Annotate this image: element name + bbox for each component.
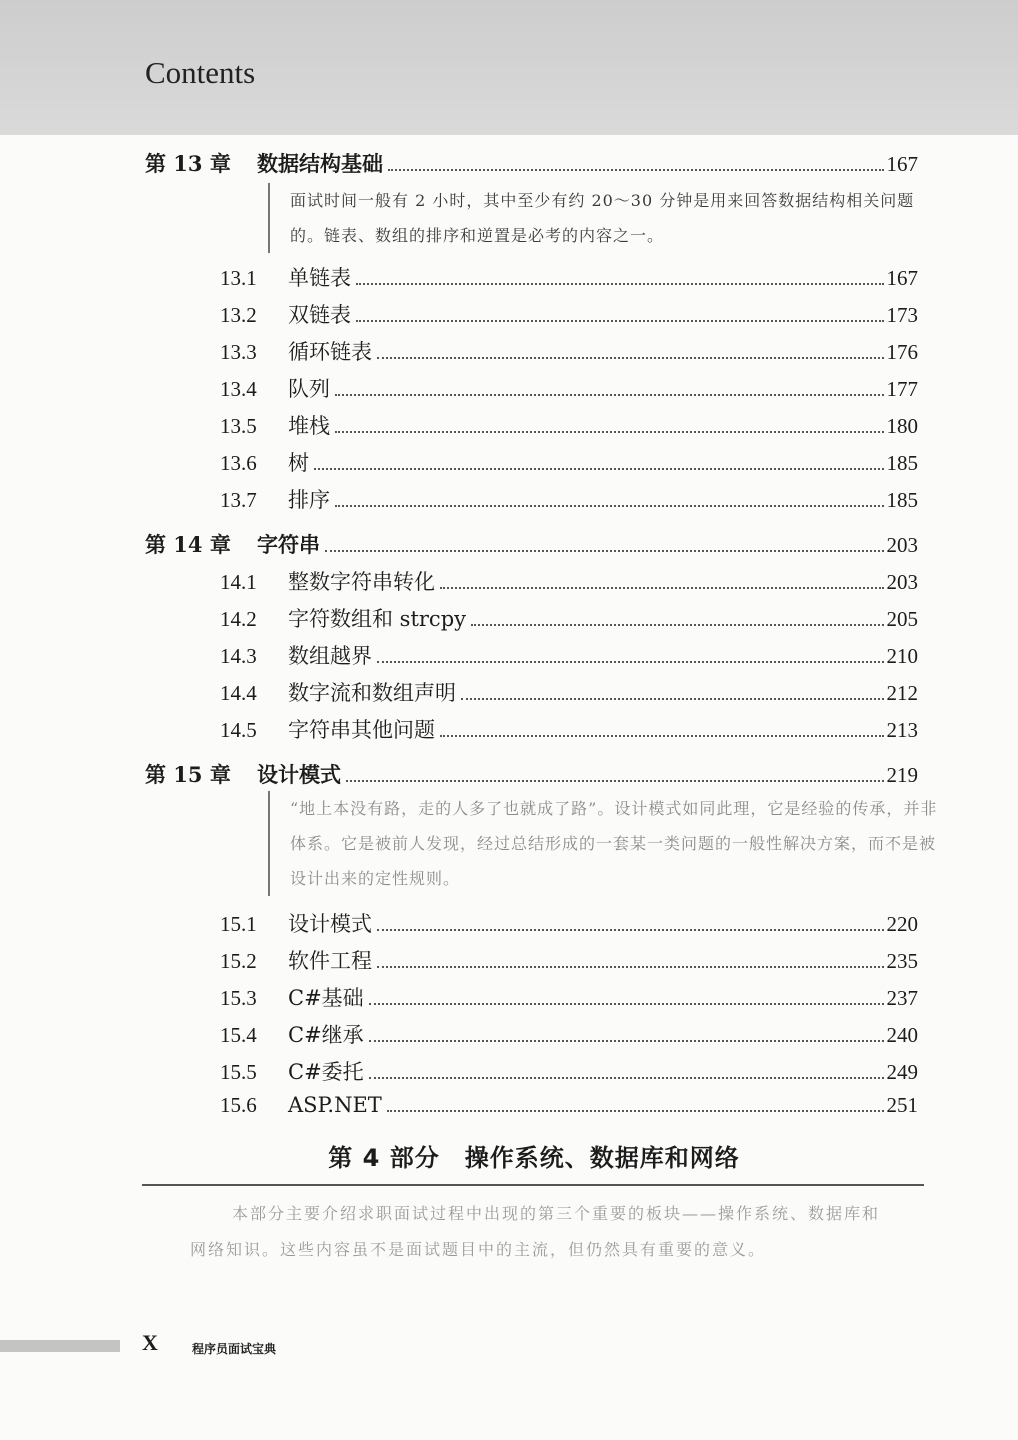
toc-chapter-15[interactable] — [145, 759, 918, 789]
chapter-number: 第 14 章 — [145, 532, 231, 557]
leader-dots — [325, 549, 884, 552]
footer-book-title: 程序员面试宝典 — [192, 1342, 277, 1356]
chapter-13-description: 面试时间一般有 2 小时，其中至少有约 20～30 分钟是用来回答数据结构相关问题的。链表、数组的排序和逆置是必考的内容之一。 — [268, 183, 946, 253]
section-number: 15.3 — [220, 986, 257, 1010]
chapter-title: 数据结构基础 — [257, 151, 383, 176]
toc-section[interactable] — [220, 945, 918, 975]
section-title: 队列 — [288, 377, 330, 401]
page-number: 237 — [886, 986, 918, 1010]
toc-section[interactable] — [220, 410, 918, 440]
chapter-15-description: “地上本没有路，走的人多了也就成了路”。设计模式如同此理，它是经验的传承，并非体系。它是被前人发现，经过总结形成的一套某一类问题的一般性解决方案，而不是被设计出来的定性规则。 — [268, 791, 946, 896]
leader-dots — [356, 282, 884, 285]
chapter-number: 第 13 章 — [145, 151, 231, 176]
toc-section[interactable] — [220, 1056, 918, 1086]
section-title: 设计模式 — [288, 912, 372, 936]
section-title: C#委托 — [288, 1060, 364, 1084]
page-number: 185 — [886, 451, 918, 475]
section-title: 堆栈 — [288, 414, 330, 438]
chapter-title: 设计模式 — [257, 762, 341, 787]
section-number: 15.4 — [220, 1023, 257, 1047]
page-number: 180 — [886, 414, 918, 438]
part-4-intro: 本部分主要介绍求职面试过程中出现的第三个重要的板块——操作系统、数据库和网络知识。这些内容虽不是面试题目中的主流，但仍然具有重要的意义。 — [190, 1204, 881, 1259]
section-number: 13.2 — [220, 303, 257, 327]
section-number: 14.4 — [220, 681, 257, 705]
section-number: 13.1 — [220, 266, 257, 290]
leader-dots — [356, 319, 884, 322]
toc-section[interactable] — [220, 908, 918, 938]
footer-page-number: X — [142, 1330, 158, 1355]
section-number: 13.7 — [220, 488, 257, 512]
chapter-number: 第 15 章 — [145, 762, 231, 787]
page-number: 235 — [886, 949, 918, 973]
page-number: 203 — [886, 533, 918, 557]
section-number: 13.5 — [220, 414, 257, 438]
toc-section[interactable] — [220, 262, 918, 292]
toc-chapter-13[interactable] — [145, 148, 918, 178]
leader-dots — [377, 356, 884, 359]
part-4-title: 第 4 部分 操作系统、数据库和网络 — [328, 1144, 740, 1172]
toc-section[interactable] — [220, 299, 918, 329]
section-title: 数组越界 — [288, 644, 372, 668]
section-title: 软件工程 — [288, 949, 372, 973]
leader-dots — [387, 1109, 884, 1112]
section-title: C#基础 — [288, 986, 364, 1010]
section-number: 15.5 — [220, 1060, 257, 1084]
page-number: 167 — [886, 266, 918, 290]
toc-section[interactable] — [220, 1019, 918, 1049]
leader-dots — [377, 965, 884, 968]
section-number: 14.5 — [220, 718, 257, 742]
page-number: 240 — [886, 1023, 918, 1047]
section-number: 15.1 — [220, 912, 257, 936]
page-number: 185 — [886, 488, 918, 512]
toc-section[interactable] — [220, 982, 918, 1012]
leader-dots — [369, 1039, 884, 1042]
toc-section[interactable] — [220, 677, 918, 707]
toc-section[interactable] — [220, 373, 918, 403]
contents-title: Contents — [145, 55, 256, 90]
section-number: 14.3 — [220, 644, 257, 668]
chapter-title: 字符串 — [257, 532, 320, 557]
page-number: 219 — [886, 763, 918, 787]
section-title: 循环链表 — [288, 340, 372, 364]
page-number: 203 — [886, 570, 918, 594]
page-number: 176 — [886, 340, 918, 364]
page-number: 213 — [886, 718, 918, 742]
section-title: 字符数组和 strcpy — [288, 607, 466, 631]
section-number: 14.1 — [220, 570, 257, 594]
page-number: 249 — [886, 1060, 918, 1084]
toc-chapter-14[interactable] — [145, 529, 918, 559]
leader-dots — [335, 393, 884, 396]
leader-dots — [369, 1076, 884, 1079]
section-number: 15.2 — [220, 949, 257, 973]
toc-section[interactable] — [220, 714, 918, 744]
leader-dots — [440, 734, 884, 737]
page-number: 177 — [886, 377, 918, 401]
section-title: 双链表 — [288, 303, 351, 327]
leader-dots — [335, 430, 884, 433]
page-number: 173 — [886, 303, 918, 327]
leader-dots — [346, 779, 884, 782]
footer-bar — [0, 1340, 120, 1352]
page-number: 167 — [886, 152, 918, 176]
section-number: 15.6 — [220, 1093, 257, 1117]
section-title: 数字流和数组声明 — [288, 681, 456, 705]
toc-section[interactable] — [220, 640, 918, 670]
leader-dots — [388, 168, 884, 171]
section-title: 树 — [288, 451, 309, 475]
section-number: 13.6 — [220, 451, 257, 475]
leader-dots — [377, 928, 884, 931]
toc-section[interactable] — [220, 1093, 918, 1118]
leader-dots — [461, 697, 884, 700]
leader-dots — [335, 504, 884, 507]
page-number: 251 — [886, 1093, 918, 1117]
leader-dots — [440, 586, 884, 589]
section-title: 排序 — [288, 488, 330, 512]
leader-dots — [314, 467, 884, 470]
leader-dots — [471, 623, 884, 626]
page-number: 220 — [886, 912, 918, 936]
section-title: 字符串其他问题 — [288, 718, 435, 742]
section-title: 单链表 — [288, 266, 351, 290]
toc-section[interactable] — [220, 484, 918, 514]
page-number: 212 — [886, 681, 918, 705]
section-number: 13.4 — [220, 377, 257, 401]
section-title: ASP.NET — [288, 1093, 382, 1117]
page-number: 210 — [886, 644, 918, 668]
part-divider — [142, 1184, 924, 1186]
toc-section[interactable] — [220, 336, 918, 366]
section-number: 13.3 — [220, 340, 257, 364]
page-number: 205 — [886, 607, 918, 631]
toc-section[interactable] — [220, 566, 918, 596]
section-title: C#继承 — [288, 1023, 364, 1047]
toc-section[interactable] — [220, 603, 918, 633]
section-title: 整数字符串转化 — [288, 570, 435, 594]
leader-dots — [369, 1002, 884, 1005]
section-number: 14.2 — [220, 607, 257, 631]
leader-dots — [377, 660, 884, 663]
toc-section[interactable] — [220, 447, 918, 477]
